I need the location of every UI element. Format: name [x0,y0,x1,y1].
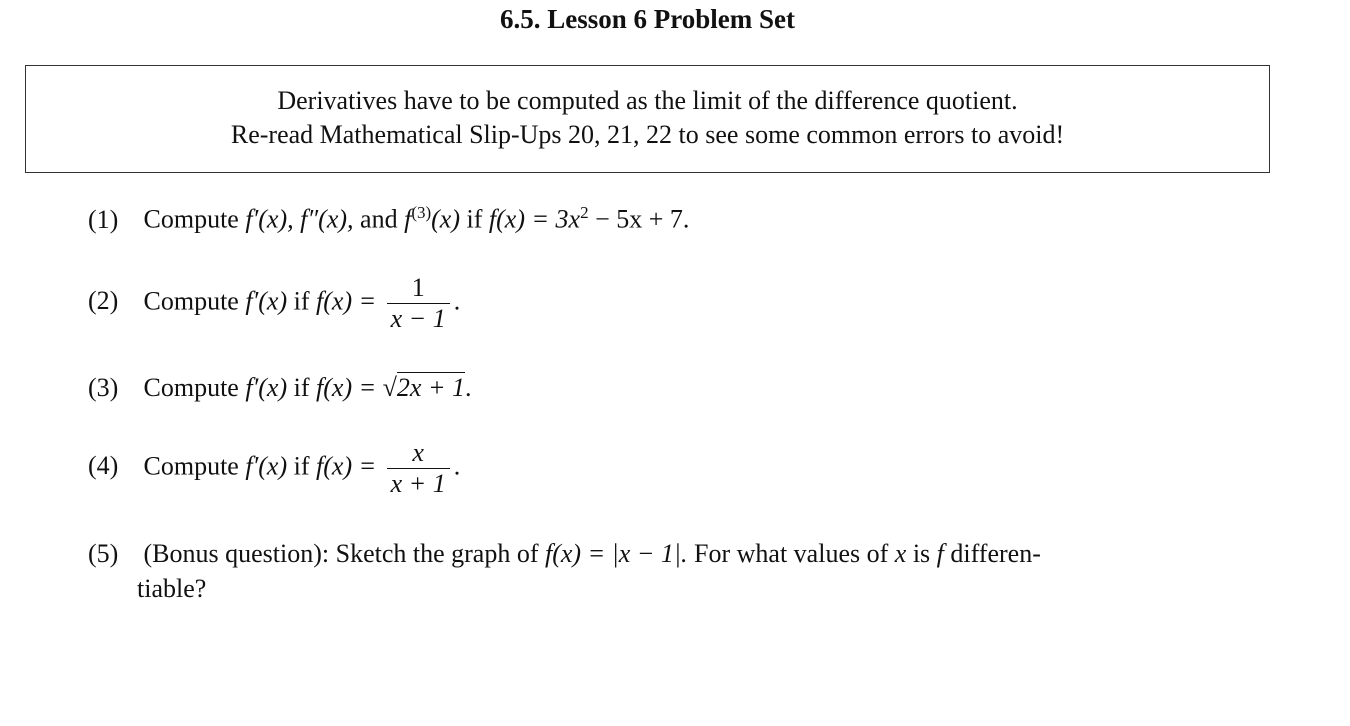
math: f(x) = [316,286,377,316]
math: f [404,204,412,234]
math: − 5x + 7. [595,204,690,234]
period: . [465,373,472,402]
problem-number: (3) [88,373,119,402]
math: f′(x) [245,286,288,316]
numerator: 1 [411,273,425,302]
math: f [936,539,944,568]
problem-text: if [293,451,310,481]
problem-text: if [466,204,483,234]
problem-text: Compute [143,373,239,402]
radicand: 2x + 1 [396,373,466,402]
problem-3 [88,373,472,403]
math: f(x) = |x − 1|. [545,539,688,568]
problem-text: For what values of [694,539,889,568]
fraction [387,438,450,499]
math: f′(x) [245,451,288,481]
math: f′(x) [245,373,288,402]
problem-text: Compute [143,451,239,481]
period: . [453,451,461,481]
math: f′(x), f″(x), [245,204,354,234]
problem-5-continuation: tiable? [137,574,207,603]
math: x [894,539,907,568]
problem-4 [88,438,460,499]
problem-text: Compute [143,286,239,316]
denominator: x − 1 [387,303,450,334]
period: . [453,286,461,316]
problem-1 [88,203,689,235]
math: f(x) = [316,373,377,402]
problem-text: and [360,204,398,234]
notice-box [25,65,1270,173]
math: f(x) = [316,451,377,481]
notice-line-2: Re-read Mathematical Slip-Ups 20, 21, 22 to see some common errors to avoid! [230,120,1065,149]
notice-line-1: Derivatives have to be computed as the limit of the difference quotient. [277,86,1018,115]
problem-text: is [912,539,931,568]
math-sup: 2 [580,203,589,222]
problem-text: (Bonus question): Sketch the graph of [143,539,539,568]
problem-text: differen- [950,539,1041,568]
problem-text: if [293,286,310,316]
math-sup: (3) [411,203,432,222]
problem-2 [88,273,460,334]
math: f(x) = 3x [488,204,581,234]
sqrt-icon: √ [382,373,397,402]
math: (x) [431,204,460,234]
numerator: x [412,438,424,467]
denominator: x + 1 [387,468,450,499]
problem-number: (5) [88,539,119,568]
problem-text: if [293,373,310,402]
problem-number: (1) [88,204,119,234]
problem-number: (4) [88,451,119,481]
page-title: 6.5. Lesson 6 Problem Set [500,4,795,34]
problem-5 [88,539,1041,569]
problem-number: (2) [88,286,119,316]
problem-text: Compute [143,204,239,234]
fraction [387,273,450,334]
